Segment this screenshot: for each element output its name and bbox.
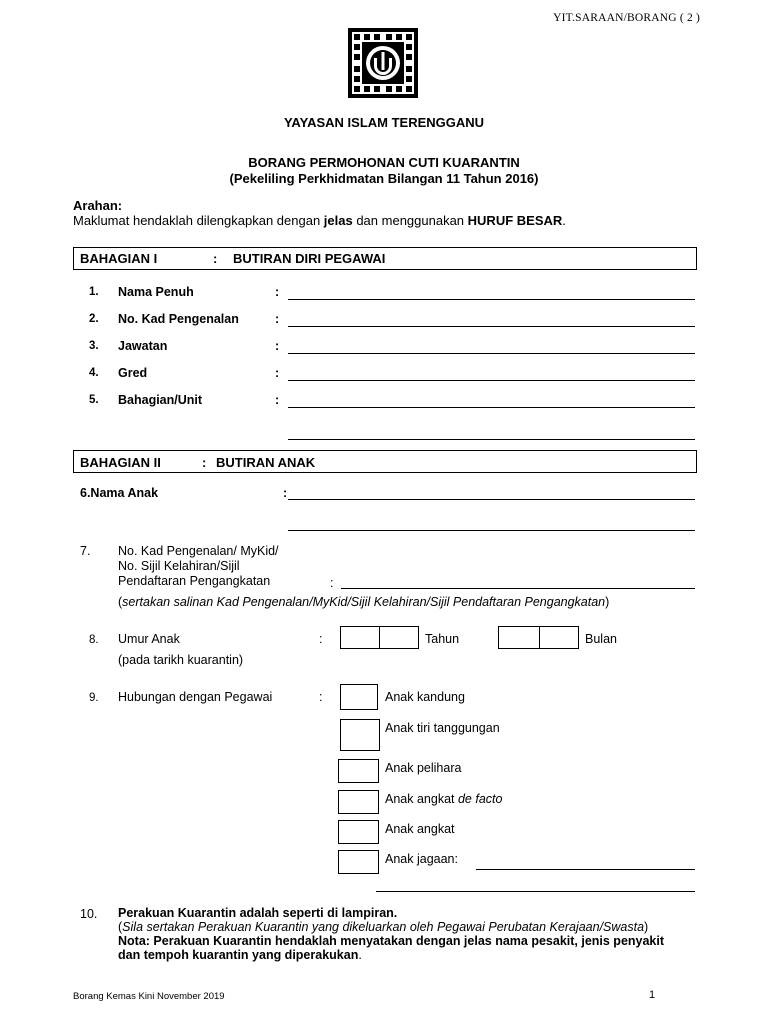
field-4-number: 4.	[89, 367, 99, 379]
years-label: Tahun	[425, 632, 460, 646]
child-name-label: 6.Nama Anak	[80, 486, 159, 500]
note-paren: (	[118, 595, 123, 609]
child-name-colon: :	[283, 486, 288, 500]
field-3-label: Jawatan	[118, 339, 168, 353]
section-2-colon: :	[202, 455, 207, 470]
field-4-colon: :	[275, 366, 280, 380]
q10-nota-line2	[118, 948, 362, 962]
child-age-colon: :	[319, 632, 323, 646]
field-3-number: 3.	[89, 340, 99, 352]
dependent-stepchild-checkbox[interactable]	[340, 719, 380, 751]
q7-label-line2: No. Sijil Kelahiran/Sijil	[118, 559, 240, 573]
q10-number: 10.	[80, 907, 98, 921]
age-months-divider	[539, 626, 540, 649]
q9-number: 9.	[89, 692, 99, 704]
q8-number: 8.	[89, 634, 99, 646]
nota-end: .	[358, 948, 362, 962]
footer-revision: Borang Kemas Kini November 2019	[73, 991, 225, 1002]
instructions-emphasis-uppercase: HURUF BESAR	[467, 213, 563, 228]
q7-label-line3: Pendaftaran Pengangkatan	[118, 574, 271, 588]
instructions-text-part: dan menggunakan	[352, 213, 468, 228]
field-2-label: No. Kad Pengenalan	[118, 312, 239, 326]
division-unit-input-line[interactable]	[288, 407, 695, 408]
field-2-colon: :	[275, 312, 280, 326]
field-1-number: 1.	[89, 286, 99, 298]
note-text: Sila sertakan Perakuan Kuarantin yang dikeluarkan oleh Pegawai Perubatan Kerajaan/Swasta	[122, 920, 645, 934]
de-facto-text: de facto	[457, 792, 503, 806]
q10-title: Perakuan Kuarantin adalah seperti di lampiran.	[118, 906, 398, 920]
division-unit-input-line-2[interactable]	[288, 439, 695, 440]
child-name-input-line-2[interactable]	[288, 530, 695, 531]
age-years-divider	[379, 626, 380, 649]
adopted-text: Anak angkat	[385, 792, 458, 806]
section-2-header	[73, 450, 697, 473]
child-age-sub: (pada tarikh kuarantin)	[118, 653, 244, 667]
field-1-label: Nama Penuh	[118, 285, 194, 299]
de-facto-adopted-checkbox[interactable]	[338, 790, 379, 814]
child-age-label: Umur Anak	[118, 632, 180, 646]
q7-attachment-note	[118, 595, 609, 609]
grade-input-line[interactable]	[288, 380, 695, 381]
section-2-title: BUTIRAN ANAK	[216, 455, 316, 470]
instructions-text-part: Maklumat hendaklah dilengkapkan dengan	[73, 213, 324, 228]
page-number: 1	[649, 989, 656, 1001]
q10-nota-line1: Nota: Perakuan Kuarantin hendaklah menyatakan dengan jelas nama pesakit, jenis penyakit	[118, 934, 665, 948]
q7-label-line1: No. Kad Pengenalan/ MyKid/	[118, 544, 279, 558]
instructions-label: Arahan:	[73, 198, 123, 213]
field-5-label: Bahagian/Unit	[118, 393, 203, 407]
section-1-label: BAHAGIAN I	[80, 251, 158, 266]
instructions-emphasis-clear: jelas	[323, 213, 353, 228]
section-1-colon: :	[213, 251, 218, 266]
position-input-line[interactable]	[288, 353, 695, 354]
field-5-colon: :	[275, 393, 280, 407]
note-paren: )	[644, 920, 649, 934]
adopted-child-checkbox[interactable]	[338, 820, 379, 844]
field-2-number: 2.	[89, 313, 99, 325]
de-facto-adopted-label	[385, 792, 502, 806]
full-name-input-line[interactable]	[288, 299, 695, 300]
ic-number-input-line[interactable]	[288, 326, 695, 327]
field-1-colon: :	[275, 285, 280, 299]
section-1-title: BUTIRAN DIRI PEGAWAI	[233, 251, 386, 266]
q10-note	[118, 920, 648, 934]
q7-number: 7.	[80, 544, 91, 558]
form-subtitle: (Pekeliling Perkhidmatan Bilangan 11 Tahun 2016)	[229, 171, 539, 186]
instructions-text	[73, 213, 566, 228]
field-5-number: 5.	[89, 394, 99, 406]
dependent-stepchild-label: Anak tiri tanggungan	[385, 721, 500, 735]
organization-name: YAYASAN ISLAM TERENGGANU	[283, 115, 485, 130]
section-2-label: BAHAGIAN II	[80, 455, 161, 470]
child-name-input-line[interactable]	[288, 499, 695, 500]
instructions-text-part: .	[562, 213, 566, 228]
ward-child-input-line-2[interactable]	[376, 891, 695, 892]
q7-colon: :	[330, 576, 334, 590]
ward-child-input-line[interactable]	[476, 869, 695, 870]
biological-child-checkbox[interactable]	[340, 684, 378, 710]
relationship-colon: :	[319, 690, 323, 704]
adopted-child-label: Anak angkat	[385, 822, 455, 836]
biological-child-label: Anak kandung	[385, 690, 465, 704]
field-4-label: Gred	[118, 366, 148, 380]
form-title: BORANG PERMOHONAN CUTI KUARANTIN	[248, 155, 520, 170]
form-reference: YIT.SARAAN/BORANG ( 2 )	[553, 12, 700, 24]
child-id-input-line[interactable]	[341, 588, 695, 589]
ward-child-checkbox[interactable]	[338, 850, 379, 874]
ward-child-label: Anak jagaan:	[385, 852, 458, 866]
yayasan-logo-icon	[348, 28, 418, 98]
note-paren: (	[118, 920, 123, 934]
foster-child-label: Anak pelihara	[385, 761, 462, 775]
field-3-colon: :	[275, 339, 280, 353]
months-label: Bulan	[585, 632, 617, 646]
note-text: sertakan salinan Kad Pengenalan/MyKid/Sijil Kelahiran/Sijil Pendaftaran Pengangkatan	[122, 595, 606, 609]
relationship-label: Hubungan dengan Pegawai	[118, 690, 273, 704]
note-paren: )	[605, 595, 610, 609]
nota-text: dan tempoh kuarantin yang diperakukan	[118, 948, 359, 962]
foster-child-checkbox[interactable]	[338, 759, 379, 783]
